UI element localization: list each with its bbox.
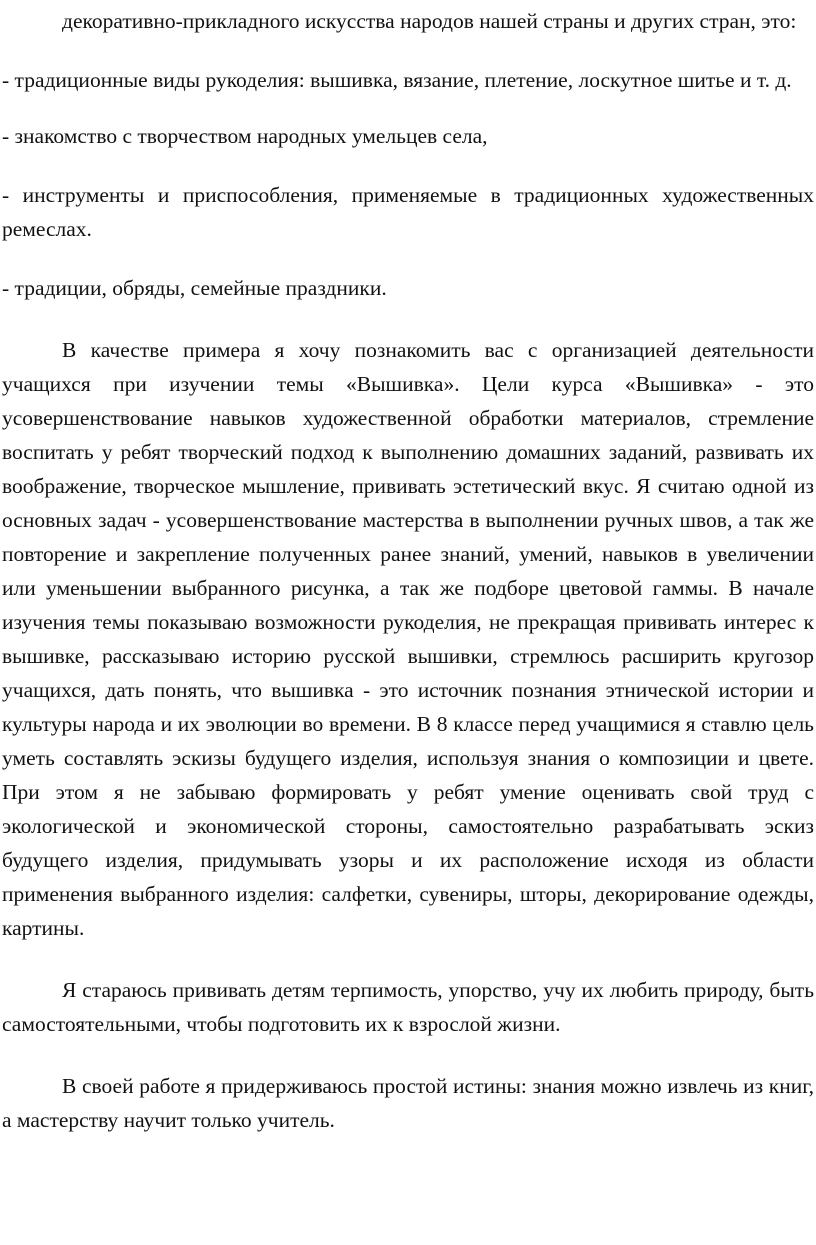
list-item-tools: - инструменты и приспособления, применяемые в традиционных художественных ремеслах.: [2, 183, 814, 241]
paragraph-values: Я стараюсь прививать детям терпимость, упорство, учу их любить природу, быть самостоятельными, чтобы подготовить их к взрослой жизни.: [2, 978, 814, 1036]
paragraph-conclusion: В своей работе я придерживаюсь простой истины: знания можно извлечь из книг, а мастерству научит только учитель.: [2, 1074, 814, 1132]
list-item-village-craftsmen: - знакомство с творчеством народных умельцев села,: [2, 124, 488, 148]
list-item-needlework-types: - традиционные виды рукоделия: вышивка, вязание, плетение, лоскутное шитье и т. д.: [2, 68, 792, 92]
paragraph-intro-continuation: декоративно-прикладного искусства народов нашей страны и других стран, это:: [62, 9, 797, 33]
paragraph-embroidery-course: В качестве примера я хочу познакомить вас с организацией деятельности учащихся при изучении темы «Вышивка». Цели курса «Вышивка» - это усовершенствование навыков художественной обработки материалов, стремление воспитать у ребят творческий подход к выполнению домашних заданий, развивать их воображение, творческое мышление, прививать эстетический вкус. Я считаю одной из основных задач - усовершенствование мастерства в выполнении ручных швов, а так же повторение и закрепление полученных ранее знаний, умений, навыков в увеличении или уменьшении выбранного рисунка, а так же подборе цветовой гаммы. В начале изучения темы показываю возможности рукоделия, не прекращая прививать интерес к вышивке, рассказываю историю русской вышивки, стремлюсь расширить кругозор учащихся, дать понять, что вышивка - это источник познания этнической истории и культуры народа и их эволюции во времени. В 8 классе перед учащимися я ставлю цель уметь составлять эскизы будущего изделия, используя знания о композиции и цвете. При этом я не забываю формировать у ребят умение оценивать свой труд с экологической и экономической стороны, самостоятельно разрабатывать эскиз будущего изделия, придумывать узоры и их расположение исходя из области применения выбранного изделия: салфетки, сувениры, шторы, декорирование одежды, картины.: [2, 338, 814, 940]
list-item-traditions: - традиции, обряды, семейные праздники.: [2, 276, 387, 300]
